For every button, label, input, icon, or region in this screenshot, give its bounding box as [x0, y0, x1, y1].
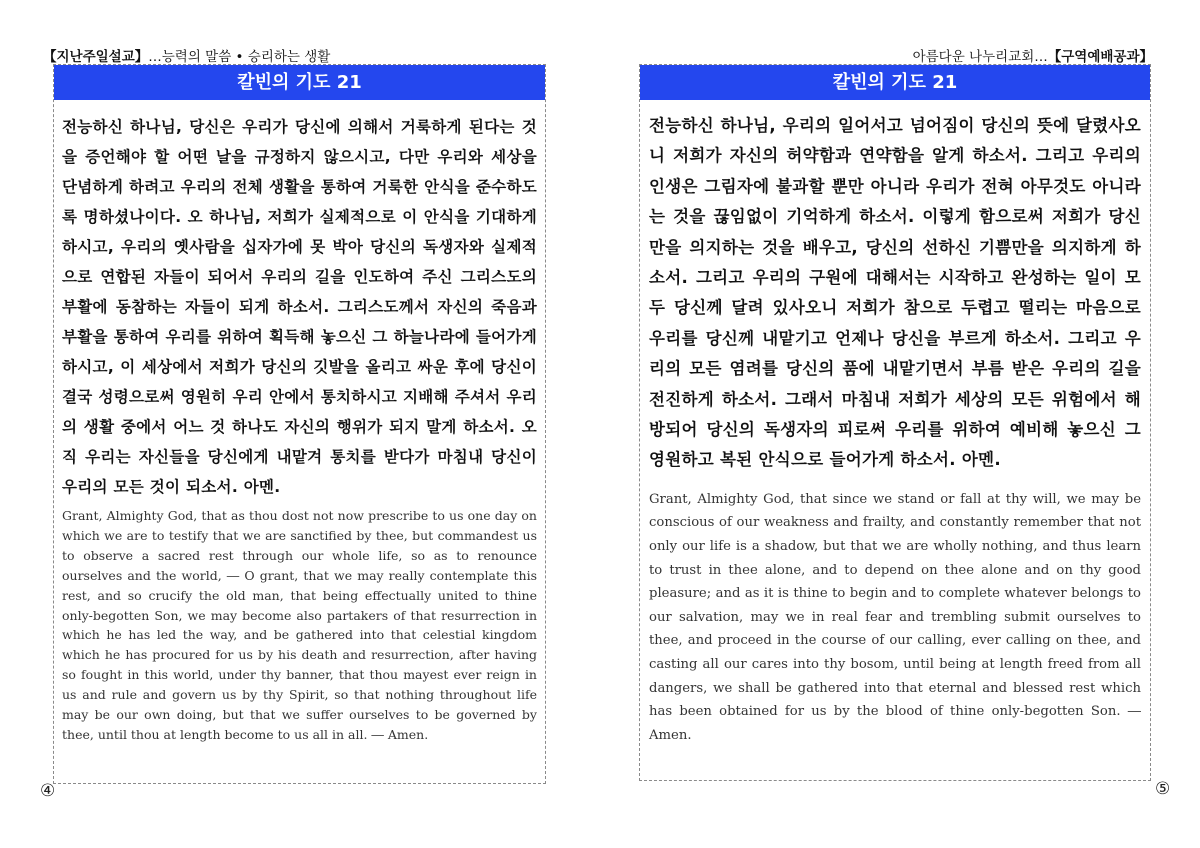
right-title-bar: 칼빈의 기도 21: [640, 65, 1150, 100]
header-right-bracket-title: 【구역예배공과】: [1047, 49, 1153, 65]
right-korean-prayer: 전능하신 하나님, 우리의 일어서고 넘어짐이 당신의 뜻에 달렸사오니 저희가 자신의 허약함과 연약함을 알게 하소서. 그리고 우리의 인생은 그림자에 불과할 뿐만 아니라 우리가 전혀 아무것도 아니라는 것을 끊임없이 기억하게 하소서. 이렇게 함으로써 저희가 당신만을 의지하는 것을 배우고, 당신의 선하신 기쁨만을 의지하게 하소서. 그리고 우리의 구원에 대해서는 시작하고 완성하는 일이 모두 당신께 달려 있사오니 저희가 참으로 두렵고 떨리는 마음으로 우리를 당신께 내맡기고 언제나 당신을 부르게 하소서. 그리고 우리의 모든 염려를 당신의 품에 내맡기면서 부름 받은 우리의 길을 전진하게 하소서. 그래서 마침내 저희가 세상의 모든 위험에서 해방되어 당신의 독생자의 피로써 우리를 위하여 예비해 놓으신 그 영원하고 복된 안식으로 들어가게 하소서. 아멘.: [649, 116, 1141, 470]
left-english-prayer: Grant, Almighty God, that as thou dost not now prescribe to us one day on which we are to testify that we are sanctified by thee, but commandest us to observe a sacred rest through our whole life, so as to renounce ourselves and the world, ― O grant, that we may really contemplate this rest, and so crucify the old man, that being effectually united to thine only-begotten Son, we may become also partakers of that resurrection in which he has led the way, and be gathered into that celestial kingdom which he has procured for us by his death and resurrection, after having so fought in this world, under thy banner, that thou mayest ever reign in us and rule and govern us by thy Spirit, so that nothing throughout life may be our own doing, but that we suffer ourselves to be governed by thee, until thou at length become to us all in all. ― Amen.: [62, 508, 537, 742]
right-prayer-panel: [639, 64, 1151, 781]
right-english-prayer: Grant, Almighty God, that since we stand or fall at thy will, we may be conscious of our weakness and frailty, and constantly remember that not only our life is a shadow, but that we are wholly nothing, and thus learn to trust in thee alone, and to depend on thee alone and on thy good pleasure; and as it is thine to begin and to complete whatever belongs to our salvation, may we in real fear and trembling submit ourselves to thee, and proceed in the course of our calling, ever calling on thee, and casting all our cares into thy bosom, until being at length freed from all dangers, we shall be gathered into that eternal and blessed rest which has been obtained for us by the blood of thine only-begotten Son. ― Amen.: [649, 491, 1141, 743]
left-page-number: ④: [40, 781, 56, 801]
header-right: [913, 45, 1153, 65]
left-title-bar: 칼빈의 기도 21: [54, 65, 545, 100]
right-page-number: ⑤: [1155, 779, 1171, 799]
left-korean-prayer: 전능하신 하나님, 당신은 우리가 당신에 의해서 거룩하게 된다는 것을 증언해야 할 어떤 날을 규정하지 않으시고, 다만 우리와 세상을 단념하게 하려고 우리의 전체 생활을 통하여 거룩한 안식을 준수하도록 명하셨나이다. 오 하나님, 저희가 실제적으로 이 안식을 기대하게 하시고, 우리의 옛사람을 십자가에 못 박아 당신의 독생자와 실제적으로 연합된 자들이 되어서 우리의 길을 인도하여 주신 그리스도의 부활에 동참하는 자들이 되게 하소서. 그리스도께서 자신의 죽음과 부활을 통하여 우리를 위하여 획득해 놓으신 그 하늘나라에 들어가게 하시고, 이 세상에서 저희가 당신의 깃발을 올리고 싸운 후에 당신이 결국 성령으로써 영원히 우리 안에서 통치하시고 지배해 주셔서 우리의 생활 중에서 어느 것 하나도 자신의 행위가 되지 말게 하소서. 오직 우리는 자신들을 당신에게 내맡겨 통치를 받다가 마침내 당신이 우리의 모든 것이 되소서. 아멘.: [62, 118, 537, 496]
header-left-subtitle: …능력의 말씀 • 승리하는 생활: [148, 49, 331, 65]
header-left-bracket-title: 【지난주일설교】: [43, 49, 149, 65]
left-prayer-panel: [53, 64, 546, 784]
header-left: [43, 45, 330, 65]
header-right-church: 아름다운 나누리교회…: [912, 49, 1048, 65]
